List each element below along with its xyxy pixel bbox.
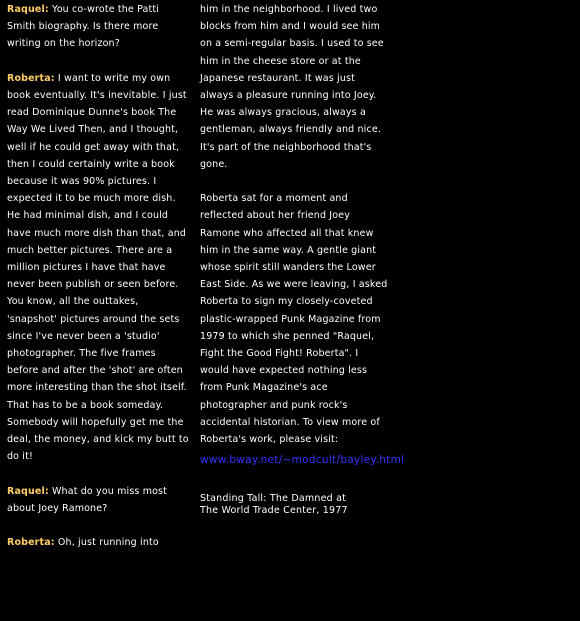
closing-paragraph: Roberta sat for a moment and reflected about her friend Joey Ramone who affected all that knew him in the same way. A gentle giant whose spirit still wanders the Lower East Side. As we were leaving, I asked Roberta to sign my closely-coveted plastic-wrapped Punk Magazine from 1979 to which she penned "Raquel, Fight the Good Fight! Roberta". I would have expected nothing less from Punk Magazine's ace photographer and punk rock's accidental historian. To view more of Roberta's work, please visit: — [200, 193, 388, 446]
caption-line-2: The World Trade Center, 1977 — [200, 504, 348, 516]
paragraph-text: I want to write my own book eventually. It's inevitable. I just read Dominique Dunne's book The Way We Lived Then, and I thought, well if he could get away with that, then I could certainly write a book because it was 90% pictures. I expected it to be much more dish. He had minimal dish, and I could have much more dish than that, and much better pictures. There are a million pictures I have that have never been publish or seen before. You know, all the outtakes, 'snapshot' pictures around the sets since I've never been a 'studio' photographer. The five frames before and after the 'shot' are often more interesting than the shot itself. That has to be a book someday. Somebody will hopefully get me the deal, the money, and kick my butt to do it! — [7, 72, 189, 463]
interview-paragraph — [7, 70, 189, 466]
speaker-label: Raquel: — [7, 4, 49, 15]
right-column — [200, 1, 405, 516]
left-column — [7, 1, 189, 551]
photo-caption — [200, 493, 390, 516]
speaker-label: Roberta: — [7, 72, 55, 84]
caption-line-1: Standing Tall: The Damned at — [200, 493, 347, 505]
paragraph-text: Oh, just running into — [54, 537, 159, 549]
bayley-website-link[interactable]: www.bway.net/~modcult/bayley.html — [200, 454, 405, 467]
interview-paragraph — [7, 483, 189, 517]
speaker-label: Roberta: — [7, 537, 55, 549]
interview-paragraph — [7, 534, 189, 551]
speaker-label: Raquel: — [7, 485, 49, 497]
continued-answer-paragraph: him in the neighborhood. I lived two blocks from him and I would see him on a semi-regular basis. I used to see him in the cheese store or at the Japanese restaurant. It was just always a pleasure running into Joey. He was always gracious, always a gentleman, always friendly and nice. It's part of the neighborhood that's gone. — [200, 4, 384, 170]
paragraph-text: What do you miss most about Joey Ramone? — [7, 485, 168, 514]
interview-paragraph — [7, 1, 189, 53]
paragraph-text: You co-wrote the Patti Smith biography. Is there more writing on the horizon? — [7, 4, 160, 50]
